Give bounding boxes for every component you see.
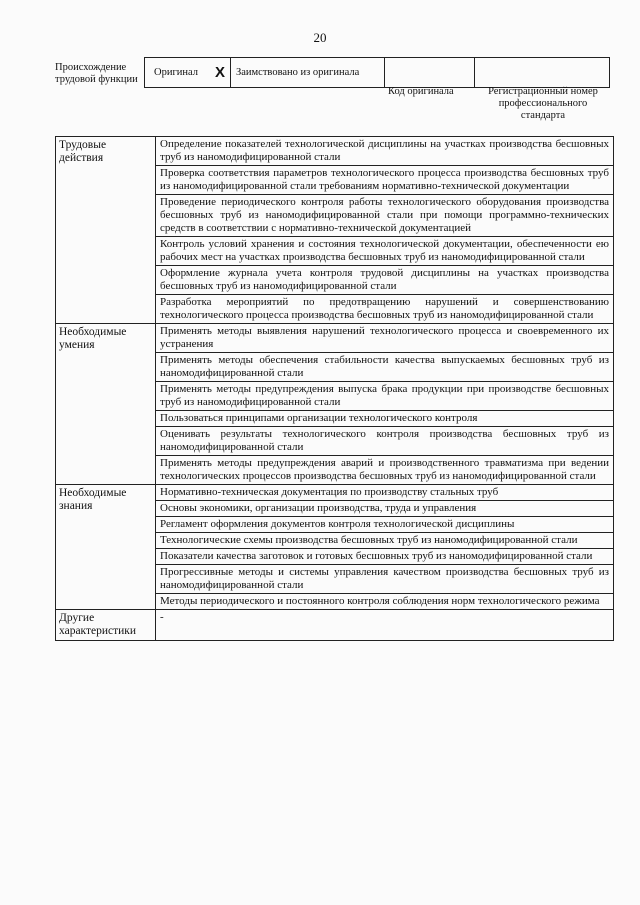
section-item: Определение показателей технологической дисциплины на участках производства бесшовных труб из наномодифицированной стали xyxy=(156,137,614,166)
function-table xyxy=(55,136,614,641)
section-item: Применять методы предупреждения выпуска брака продукции при производстве бесшовных труб из наномодифицированной стали xyxy=(156,382,614,411)
borrowed-label: Заимствовано из оригинала xyxy=(236,67,360,78)
section-item: Прогрессивные методы и системы управления качеством производства бесшовных труб из наномодифицированной стали xyxy=(156,565,614,594)
section-item: Проведение периодического контроля работы технологического оборудования производства бесшовных труб из наномодифицированной стали при помощи программно-технических средств в соответствии с нормативно-технической документацией xyxy=(156,195,614,237)
section-item: Пользоваться принципами организации технологического контроля xyxy=(156,411,614,427)
reg-number-label: Регистрационный номер профессионального стандарта xyxy=(488,86,598,121)
table-row xyxy=(56,137,614,166)
section-item: Применять методы обеспечения стабильности качества выпускаемых бесшовных труб из наномодифицированной стали xyxy=(156,353,614,382)
code-original-label: Код оригинала xyxy=(388,86,454,97)
code-cell xyxy=(385,58,475,87)
section-label: Другие характеристики xyxy=(56,610,156,641)
original-mark: X xyxy=(215,64,226,81)
original-label: Оригинал xyxy=(154,67,198,78)
page-number: 20 xyxy=(313,30,327,45)
origin-table xyxy=(144,57,610,88)
original-cell xyxy=(145,58,231,87)
section-item: Показатели качества заготовок и готовых бесшовных труб из наномодифицированной стали xyxy=(156,549,614,565)
reg-number-cell xyxy=(475,58,609,87)
table-row xyxy=(56,324,614,353)
section-item: Проверка соответствия параметров технологического процесса производства бесшовных труб из наномодифицированной стали требованиям нормативно-технической документации xyxy=(156,166,614,195)
section-item: Применять методы предупреждения аварий и производственного травматизма при ведении технологических процессов производства бесшовных труб из наномодифицированной стали xyxy=(156,456,614,485)
section-item: Основы экономики, организации производства, труда и управления xyxy=(156,501,614,517)
section-item: Нормативно-техническая документация по производству стальных труб xyxy=(156,485,614,501)
section-item: - xyxy=(156,610,614,641)
table-row xyxy=(56,610,614,641)
section-item: Оценивать результаты технологического контроля производства бесшовных труб из наномодифицированной стали xyxy=(156,427,614,456)
section-item: Регламент оформления документов контроля технологической дисциплины xyxy=(156,517,614,533)
section-label: Необходимые знания xyxy=(56,485,156,610)
table-row xyxy=(56,485,614,501)
section-item: Методы периодического и постоянного контроля соблюдения норм технологического режима xyxy=(156,594,614,610)
origin-label: Происхождение трудовой функции xyxy=(55,62,138,85)
section-item: Технологические схемы производства бесшовных труб из наномодифицированной стали xyxy=(156,533,614,549)
section-label: Необходимые умения xyxy=(56,324,156,485)
borrowed-cell xyxy=(231,58,385,87)
section-item: Разработка мероприятий по предотвращению нарушений и совершенствованию технологического процесса производства бесшовных труб из наномодифицированной стали xyxy=(156,295,614,324)
section-item: Применять методы выявления нарушений технологического процесса и своевременного их устранения xyxy=(156,324,614,353)
section-item: Контроль условий хранения и состояния технологической документации, обеспеченности ею рабочих мест на участках производства бесшовных труб из наномодифицированной стали xyxy=(156,237,614,266)
section-label: Трудовые действия xyxy=(56,137,156,324)
section-item: Оформление журнала учета контроля трудовой дисциплины на участках производства бесшовных труб из наномодифицированной стали xyxy=(156,266,614,295)
